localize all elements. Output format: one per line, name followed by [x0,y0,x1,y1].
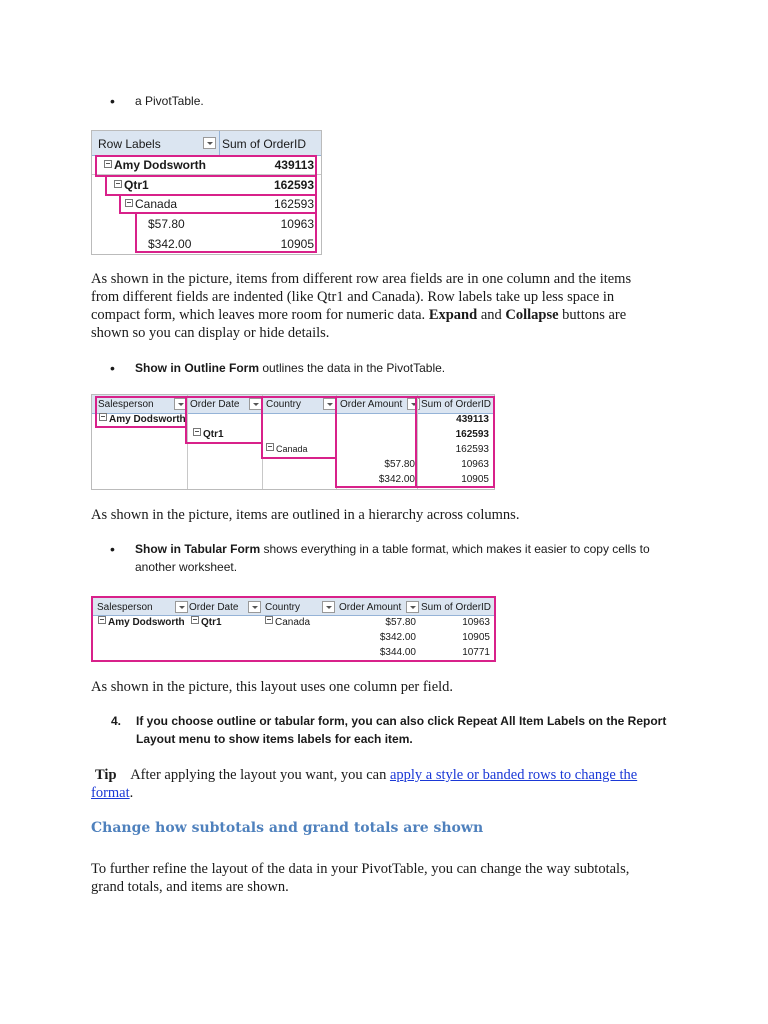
highlight-box [105,175,317,196]
filter-dropdown-icon[interactable] [248,601,261,613]
header-order-amount: Order Amount [339,602,402,613]
cell-country: Canada [265,617,310,628]
bullet-text-line2: another worksheet. [135,560,238,574]
cell-country: Canada [266,444,308,454]
row-label-amount-2: $342.00 [148,237,192,251]
highlight-box [185,396,263,444]
cell-sum: 10963 [461,459,489,470]
filter-dropdown-icon[interactable] [406,601,419,613]
highlight-box [335,396,417,488]
cell-order-date: Qtr1 [193,429,224,440]
paragraph-subtotals [91,860,629,896]
row-label-amount-1: $57.80 [148,217,185,231]
row-label-canada: Canada [125,197,177,211]
bullet-dot: • [110,93,115,109]
header-sum-orderid: Sum of OrderID [222,137,307,151]
header-country: Country [266,399,302,410]
highlight-box [135,212,317,253]
cell-sum: 10771 [462,647,490,658]
cell-amount-2: $342.00 [378,474,415,485]
filter-dropdown-icon[interactable] [322,601,335,613]
header-sum-orderid: Sum of OrderID [421,602,492,613]
row-label-amy: Amy Dodsworth [104,158,206,172]
highlight-box [95,396,187,428]
item-text-line1: If you choose outline or tabular form, you can also click Repeat All Item Labels on the Report [136,714,667,728]
cell-sum: 162593 [455,429,489,440]
paragraph-compact-form [91,270,631,342]
bullet-tabular-form [110,542,710,576]
row-value-canada: 162593 [273,197,314,211]
bullet-text: outlines the data in the PivotTable. [259,361,446,375]
paragraph-line: shown so you can display or hide details. [91,325,330,341]
cell-salesperson: Amy Dodsworth [99,414,186,425]
tabular-pivot-table [91,596,496,662]
header-country: Country [265,602,301,613]
tip-line: Tip After applying the layout you want, you can apply a style or banded rows to change the [91,766,637,784]
cell-amount-3: $344.00 [379,647,416,658]
bullet-dot: • [110,360,115,376]
bullet-text: a PivotTable. [135,94,204,108]
cell-sum: 439113 [456,414,489,425]
paragraph-line: To further refine the layout of the data in your PivotTable, you can change the way subtotals, [91,861,630,877]
paragraph-line: As shown in the picture, items are outlined in a hierarchy across columns. [91,507,520,523]
paragraph-outline-form [91,506,519,524]
highlight-box [261,396,337,459]
row-value-amount-2: 10905 [280,237,314,251]
cell-sum: 10963 [462,617,490,628]
expand-icon[interactable] [265,616,273,624]
paragraph-tabular-form [91,678,453,696]
header-order-date: Order Date [189,602,239,613]
cell-sum: 10905 [461,474,489,485]
paragraph-line: As shown in the picture, items from different row area fields are in one column and the items [91,271,632,287]
tip-paragraph [91,766,637,802]
header-salesperson: Salesperson [98,399,154,410]
paragraph-line: As shown in the picture, this layout uses one column per field. [91,679,454,695]
cell-order-date: Qtr1 [191,617,222,628]
apply-style-link[interactable]: apply a style or banded rows to change the [389,767,638,783]
bullet-text: shows everything in a table format, which makes it easier to copy cells to [260,542,650,556]
cell-amount-1: $57.80 [385,617,416,628]
cell-sum: 162593 [455,444,489,455]
collapse-icon[interactable] [98,616,106,624]
paragraph-line: compact form, which leaves more room for numeric data. Expand and Collapse buttons are [91,307,627,323]
highlight-box [119,194,317,214]
row-value-amount-1: 10963 [280,217,314,231]
filter-dropdown-icon[interactable] [175,601,188,613]
highlight-box [415,396,495,488]
tip-label: Tip [95,767,117,783]
format-link[interactable]: format [91,785,130,801]
cell-amount-2: $342.00 [379,632,416,643]
filter-dropdown-icon[interactable] [203,137,216,149]
row-label-qtr1: Qtr1 [114,178,149,192]
row-value-qtr1: 162593 [273,178,314,192]
cell-sum: 10905 [462,632,490,643]
header-sum-orderid: Sum of OrderID [421,399,492,410]
bullet-pivottable [110,94,410,110]
row-value-amy: 439113 [274,158,314,172]
bullet-bold-text: Show in Outline Form [135,361,259,375]
cell-salesperson: Amy Dodsworth [98,617,185,628]
item-text-line2: Layout menu to show items labels for each item. [136,732,413,746]
tip-line: format. [91,785,134,801]
item-number: 4. [111,714,122,728]
paragraph-line: from different fields are indented (like Qtr1 and Canada). Row labels take up less space in [91,289,615,305]
bullet-bold-text: Show in Tabular Form [135,542,261,556]
collapse-icon[interactable] [191,616,199,624]
header-salesperson: Salesperson [97,602,153,613]
header-order-amount: Order Amount [340,399,403,410]
highlight-box [95,155,317,177]
header-divider [219,131,220,155]
cell-amount-1: $57.80 [384,459,415,470]
paragraph-line: grand totals, and items are shown. [91,879,289,895]
bullet-dot: • [110,541,115,557]
header-order-date: Order Date [190,399,240,410]
header-row-labels: Row Labels [98,137,161,151]
numbered-item-4 [111,714,711,748]
section-heading: Change how subtotals and grand totals are shown [91,820,484,836]
bullet-outline-form [110,361,610,377]
